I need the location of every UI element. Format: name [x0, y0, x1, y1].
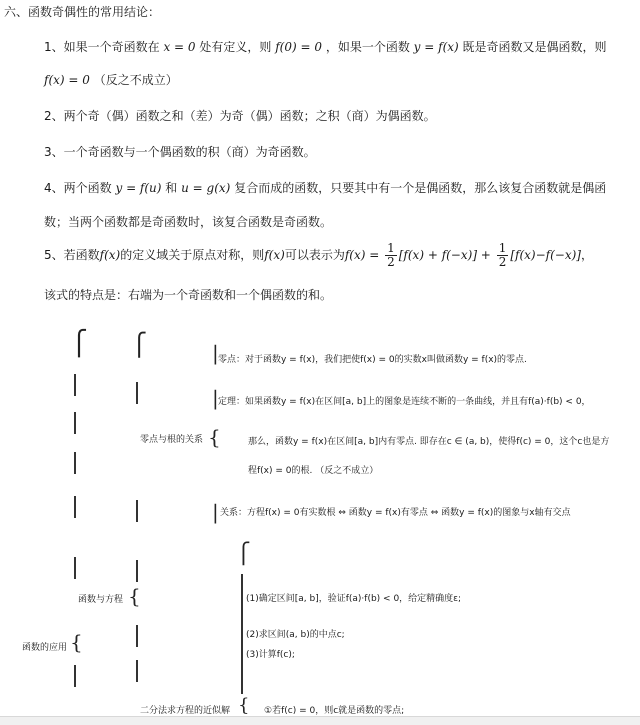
item-4-text-c: 复合而成的函数，只要其中有一个是偶函数，那么该复合函数就是偶函 [234, 181, 607, 195]
brace-zero-seg [136, 382, 138, 404]
theorem-line-2: 那么，函数y = f(x)在区间[a, b]内有零点. 即存在c ∈ (a, b)，使得f(c) = 0，这个c也是方 [248, 437, 610, 447]
item-1-math-3: y = f(x) [413, 40, 459, 54]
brace-zero-seg [136, 500, 138, 522]
fraction-half-2: $\frac{1}{2}$ [498, 241, 507, 269]
bisection-sub-1: ①若f(c) = 0，则c就是函数的零点; [264, 706, 405, 716]
bisection-step-2: (2)求区间(a, b)的中点c; [246, 630, 345, 640]
brace-root-seg [74, 374, 76, 396]
item-4-math-1: y = f(u) [115, 181, 162, 195]
brace-steps-seg [241, 574, 243, 694]
item-1-math-1: x = 0 [163, 40, 196, 54]
item-5-line-2: 该式的特点是：右端为一个奇函数和一个偶函数的和。 [44, 288, 333, 302]
zero-definition: 零点：对于函数y = f(x)，我们把使f(x) = 0的实数x叫做函数y = f(x)的零点. [218, 355, 527, 365]
brace-root-mid: { [70, 630, 83, 654]
item-1-math-4: f(x) = 0 [44, 73, 90, 87]
brace-relation: | [212, 500, 219, 524]
brace-zero-mid: { [208, 425, 221, 449]
brace-root-seg [74, 665, 76, 687]
item-5-line-1 [44, 240, 593, 270]
item-5-math-3: f(x) = [344, 248, 380, 262]
theorem-line-1: 定理：如果函数y = f(x)在区间[a, b]上的图象是连续不断的一条曲线，并且有f(a)·f(b) < 0， [218, 397, 591, 407]
item-5-text-d: ， [580, 248, 593, 262]
item-5-text-c: 可以表示为 [284, 248, 345, 262]
item-4-line-2: 数；当两个函数都是奇函数时，该复合函数是奇函数。 [44, 215, 333, 229]
item-1-text-d: 既是奇函数又是偶函数，则 [462, 40, 607, 54]
item-1-line-2 [44, 71, 178, 88]
brace-steps-top: ⎧ [236, 541, 251, 565]
brace-theorem: | [212, 386, 219, 410]
brace-zero-seg [136, 625, 138, 647]
theorem-line-3: 程f(x) = 0的根. （反之不成立） [248, 466, 379, 476]
item-5-math-1: f(x) [99, 248, 121, 262]
fraction-half-1: $\frac{1}{2}$ [387, 241, 395, 269]
item-5-math-5: [f(x)−f(−x)] [510, 248, 581, 262]
brace-zero-seg [136, 660, 138, 682]
brace-root-seg [74, 496, 76, 518]
item-5-text-b: 的定义域关于原点对称，则 [120, 248, 265, 262]
brace-eq-mid: { [128, 584, 141, 608]
brace-root-seg [74, 452, 76, 474]
section-title: 六、函数奇偶性的常用结论： [4, 5, 161, 19]
item-1-line-1 [44, 38, 607, 55]
item-4-text-b: 和 [165, 181, 178, 195]
brace-zero-seg [136, 560, 138, 582]
item-5-math-4: [f(x) + f(−x)] + [398, 248, 491, 262]
zero-root-label: 零点与根的关系 [140, 435, 204, 445]
bisection-label: 二分法求方程的近似解 [140, 706, 231, 716]
item-1-text-a: 1、如果一个奇函数在 [44, 40, 160, 54]
equation-label: 函数与方程 [78, 595, 124, 605]
brace-zero-top: ⎧ [131, 333, 148, 358]
relation-text: 关系：方程f(x) = 0有实数根 ⇔ 函数y = f(x)有零点 ⇔ 函数y = f(x)的图象与x轴有交点 [220, 508, 571, 518]
item-1-text-e: （反之不成立） [93, 73, 178, 87]
bisection-step-1: (1)确定区间[a, b]，验证f(a)·f(b) < 0，给定精确度ε; [246, 594, 462, 604]
item-4-math-2: u = g(x) [181, 181, 231, 195]
item-1-text-b: 处有定义，则 [199, 40, 272, 54]
root-label: 函数的应用 [22, 643, 68, 653]
item-4-line-1 [44, 179, 606, 196]
item-2: 2、两个奇（偶）函数之和（差）为奇（偶）函数；之积（商）为偶函数。 [44, 109, 436, 123]
item-3: 3、一个奇函数与一个偶函数的积（商）为奇函数。 [44, 145, 316, 159]
item-1-math-2: f(0) = 0 [275, 40, 322, 54]
item-5-text-a: 5、若函数 [44, 248, 100, 262]
item-1-text-c: ，如果一个函数 [325, 40, 410, 54]
item-5-math-2: f(x) [264, 248, 285, 262]
bisection-step-3: (3)计算f(c); [246, 650, 295, 660]
brace-root-seg [74, 557, 76, 579]
item-4-text-a: 4、两个函数 [44, 181, 112, 195]
brace-def: | [212, 341, 219, 365]
brace-root-seg [74, 412, 76, 434]
brace-root-top: ⎧ [70, 329, 88, 357]
brace-bisection: { [238, 695, 250, 716]
